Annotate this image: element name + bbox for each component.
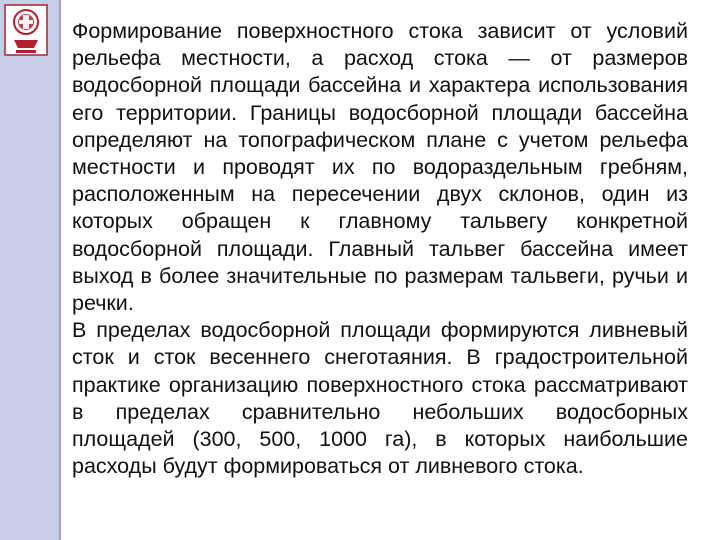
paragraph-1: Формирование поверхностного стока зависит от условий рельефа местности, а расход стока — от размеров водосборной площади бассейна и характера использования его территории. Границы водосборной площади бассейна определяют на топографическом плане с учетом рельефа местности и проводят их по водораздельным гребням, расположенным на пересечении двух склонов, один из которых обращен к главному тальвегу конкретной водосборной площади. Главный тальвег бассейна имеет выход в более значительные по размерам тальвеги, ручьи и речки.: [72, 19, 688, 316]
paragraph-2: В пределах водосборной площади формируются ливневый сток и сток весеннего снеготаяния. В градостроительной практике организацию поверхностного стока рассматривают в пределах сравнительно небольших водосборных площадей (300, 500, 1000 га), в которых наибольшие расходы будут формироваться от ливневого стока.: [72, 318, 688, 479]
slide-body: [72, 18, 688, 480]
university-emblem-icon: [4, 4, 48, 56]
slide-sidebar: [0, 0, 59, 540]
sidebar-divider: [59, 0, 61, 540]
